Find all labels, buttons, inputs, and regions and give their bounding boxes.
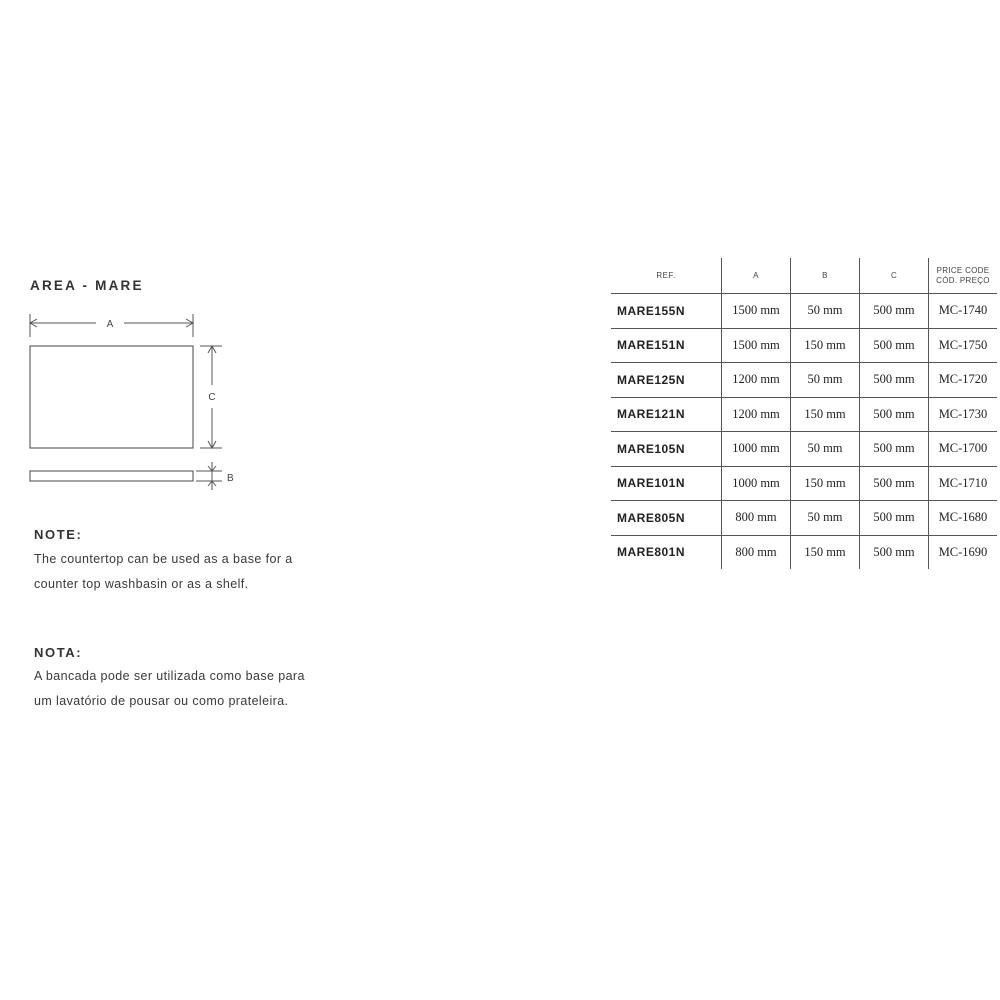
cell-price-code: MC-1680: [929, 501, 998, 536]
header-price-code-pt: CÓD. PREÇO: [936, 275, 990, 285]
cell-price-code: MC-1710: [929, 466, 998, 501]
note-en-line-1: The countertop can be used as a base for a: [34, 552, 293, 566]
cell-a: 1500 mm: [722, 328, 791, 363]
cell-a: 1200 mm: [722, 397, 791, 432]
table-row: [611, 432, 997, 467]
header-ref: REF.: [611, 258, 722, 294]
cell-b: 50 mm: [791, 432, 860, 467]
note-en-heading: NOTE:: [34, 527, 83, 542]
cell-a: 1000 mm: [722, 432, 791, 467]
page-title: AREA - MARE: [30, 278, 144, 293]
cell-price-code: MC-1690: [929, 535, 998, 569]
cell-ref: MARE121N: [611, 397, 722, 432]
cell-ref: MARE155N: [611, 294, 722, 329]
cell-b: 150 mm: [791, 397, 860, 432]
table-header-row: [611, 258, 997, 294]
cell-price-code: MC-1720: [929, 363, 998, 398]
table-row: [611, 466, 997, 501]
cell-ref: MARE105N: [611, 432, 722, 467]
cell-c: 500 mm: [860, 328, 929, 363]
cell-c: 500 mm: [860, 397, 929, 432]
cell-c: 500 mm: [860, 466, 929, 501]
cell-ref: MARE101N: [611, 466, 722, 501]
cell-ref: MARE805N: [611, 501, 722, 536]
dim-a-label: A: [106, 319, 114, 330]
header-b: B: [791, 258, 860, 294]
note-pt-text: [34, 664, 334, 714]
header-price-code-en: PRICE CODE: [936, 265, 990, 275]
cell-c: 500 mm: [860, 363, 929, 398]
cell-price-code: MC-1700: [929, 432, 998, 467]
countertop-side-view: [30, 471, 193, 481]
countertop-top-view: [30, 346, 193, 448]
cell-c: 500 mm: [860, 432, 929, 467]
cell-b: 150 mm: [791, 328, 860, 363]
cell-a: 800 mm: [722, 535, 791, 569]
table-row: [611, 501, 997, 536]
table-row: [611, 363, 997, 398]
note-pt-heading: NOTA:: [34, 645, 83, 660]
note-en-line-2: counter top washbasin or as a shelf.: [34, 577, 249, 591]
dim-c-label: C: [208, 392, 216, 403]
header-price-code: [929, 258, 998, 294]
cell-b: 50 mm: [791, 294, 860, 329]
header-a: A: [722, 258, 791, 294]
cell-a: 1500 mm: [722, 294, 791, 329]
cell-a: 1000 mm: [722, 466, 791, 501]
cell-ref: MARE801N: [617, 545, 686, 560]
specifications-table: [611, 258, 997, 569]
cell-a: 1200 mm: [722, 363, 791, 398]
note-pt-line-1: A bancada pode ser utilizada como base para: [34, 669, 305, 683]
table-row: [611, 328, 997, 363]
cell-price-code: MC-1750: [929, 328, 998, 363]
cell-ref: MARE125N: [611, 363, 722, 398]
cell-b: 150 mm: [791, 466, 860, 501]
cell-b: 50 mm: [791, 501, 860, 536]
cell-b: 150 mm: [791, 535, 860, 569]
cell-price-code: MC-1740: [929, 294, 998, 329]
cell-price-code: MC-1730: [929, 397, 998, 432]
table-row: [611, 397, 997, 432]
note-pt-line-2: um lavatório de pousar ou como prateleira.: [34, 694, 289, 708]
cell-a: 800 mm: [722, 501, 791, 536]
cell-c: 500 mm: [860, 501, 929, 536]
cell-ref: MARE151N: [611, 328, 722, 363]
table-row: [611, 535, 997, 569]
cell-b: 50 mm: [791, 363, 860, 398]
cell-c: 500 mm: [860, 294, 929, 329]
header-c: C: [860, 258, 929, 294]
cell-c: 500 mm: [860, 535, 929, 569]
note-en-text: [34, 547, 334, 597]
table-row: [611, 294, 997, 329]
dim-b-label: B: [227, 473, 234, 484]
